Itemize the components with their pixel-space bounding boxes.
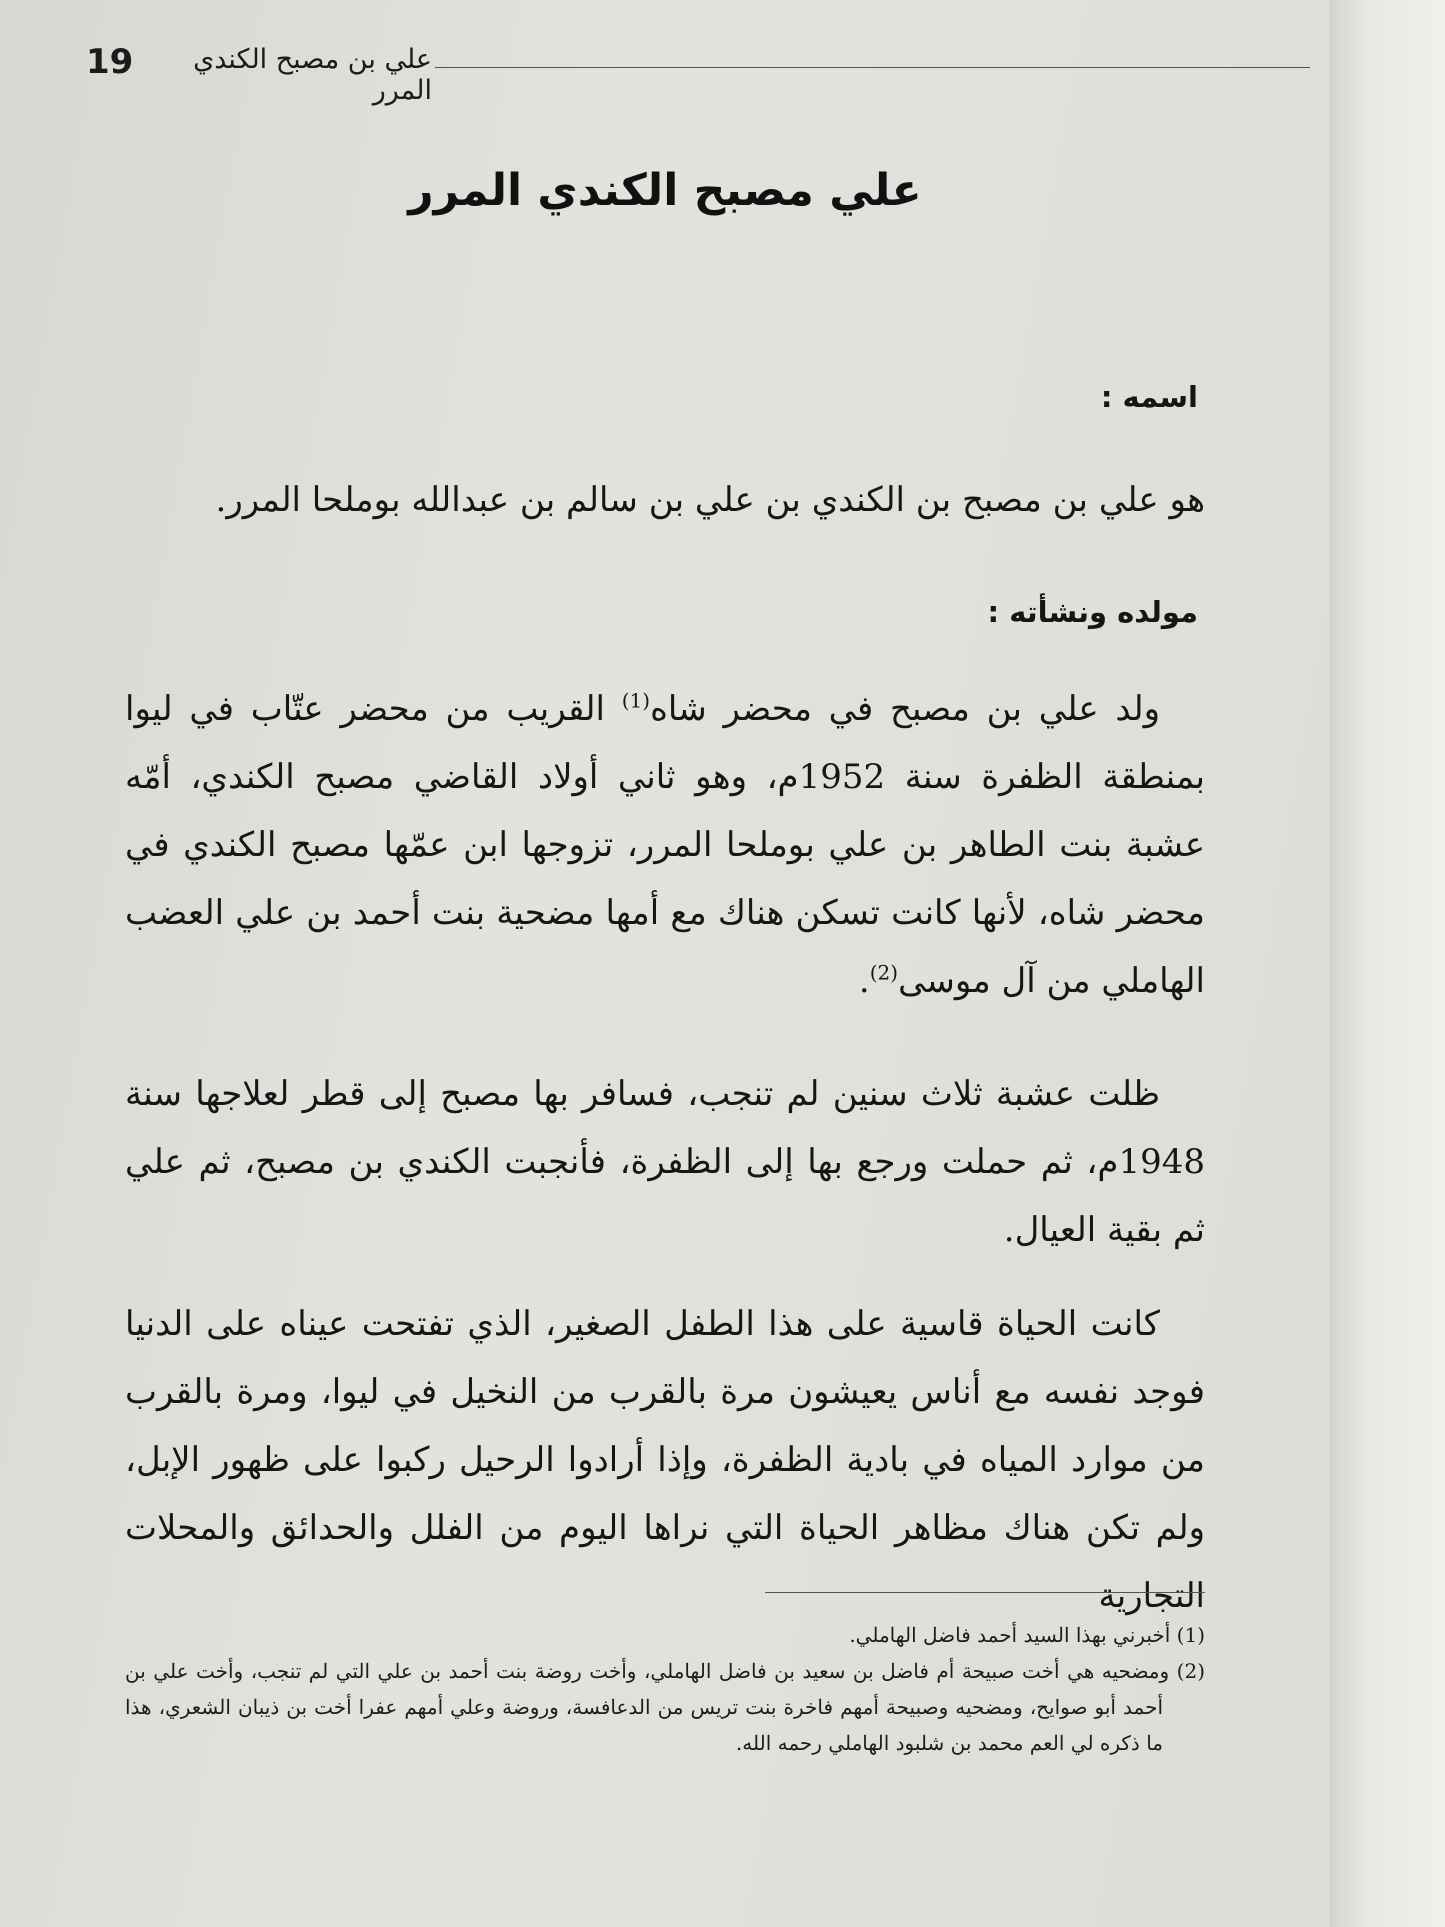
- footnote-1: (1) أخبرني بهذا السيد أحمد فاضل الهاملي.: [849, 1623, 1205, 1647]
- footnote-ref-2: (2): [869, 960, 899, 985]
- footnote-ref-1: (1): [621, 688, 651, 713]
- footnote-rule: [765, 1592, 1205, 1593]
- birth-heading: مولده ونشأته :: [987, 595, 1198, 629]
- header-rule: [435, 67, 1310, 68]
- page-header: [80, 40, 1310, 106]
- birth-text-part2: القريب من محضر عتّاب في ليوا بمنطقة الظفرة سنة 1952م، وهو ثاني أولاد القاضي مصبح الكندي، أمّه عشبة بنت الطاهر بن علي بوملحا المرر، تزوجها ابن عمّها مصبح الكندي في محضر شاه، لأنها كانت تسكن هناك مع أمها مضحية بنت أحمد بن علي العضب الهاملي من آل موسى: [125, 689, 1205, 1001]
- name-paragraph: [125, 466, 1205, 534]
- footnotes: [125, 1617, 1205, 1761]
- chapter-title: علي مصبح الكندي المرر: [408, 165, 922, 216]
- paragraph-3: كانت الحياة قاسية على هذا الطفل الصغير، الذي تفتحت عيناه على الدنيا فوجد نفسه مع أناس يعيشون مرة بالقرب من النخيل في ليوا، ومرة بالقرب من موارد المياه في بادية الظفرة، وإذا أرادوا الرحيل ركبوا على ظهور الإبل، ولم تكن هناك مظاهر الحياة التي نراها اليوم من الفلل والحدائق والمحلات التجارية: [125, 1304, 1205, 1616]
- name-text: هو علي بن مصبح بن الكندي بن علي بن سالم بن عبدالله بوملحا المرر.: [215, 480, 1205, 520]
- running-title: علي بن مصبح الكندي المرر: [193, 44, 432, 106]
- page-number: 19: [86, 42, 134, 82]
- birth-text-end: .: [858, 961, 870, 1001]
- birth-paragraph: [125, 675, 1205, 1015]
- page-edge: [1330, 0, 1445, 1927]
- name-heading: اسمه :: [1100, 380, 1198, 414]
- paragraph-2: ظلت عشبة ثلاث سنين لم تنجب، فسافر بها مصبح إلى قطر لعلاجها سنة 1948م، ثم حملت ورجع بها إلى الظفرة، فأنجبت الكندي بن مصبح، ثم علي ثم بقية العيال.: [125, 1074, 1205, 1250]
- footnote-2: (2) ومضحيه هي أخت صبيحة أم فاضل بن سعيد بن فاضل الهاملي، وأخت روضة بنت أحمد بن علي التي لم تنجب، وأخت علي بن أحمد أبو صوايح، ومضحيه وصبيحة أمهم فاخرة بنت تريس من الدعافسة، وروضة وعلي أمهم عفرا أخت بن ذيبان الشعري، هذا ما ذكره لي العم محمد بن شلبود الهاملي رحمه الله.: [125, 1659, 1205, 1755]
- birth-text-part1: ولد علي بن مصبح في محضر شاه: [650, 689, 1160, 729]
